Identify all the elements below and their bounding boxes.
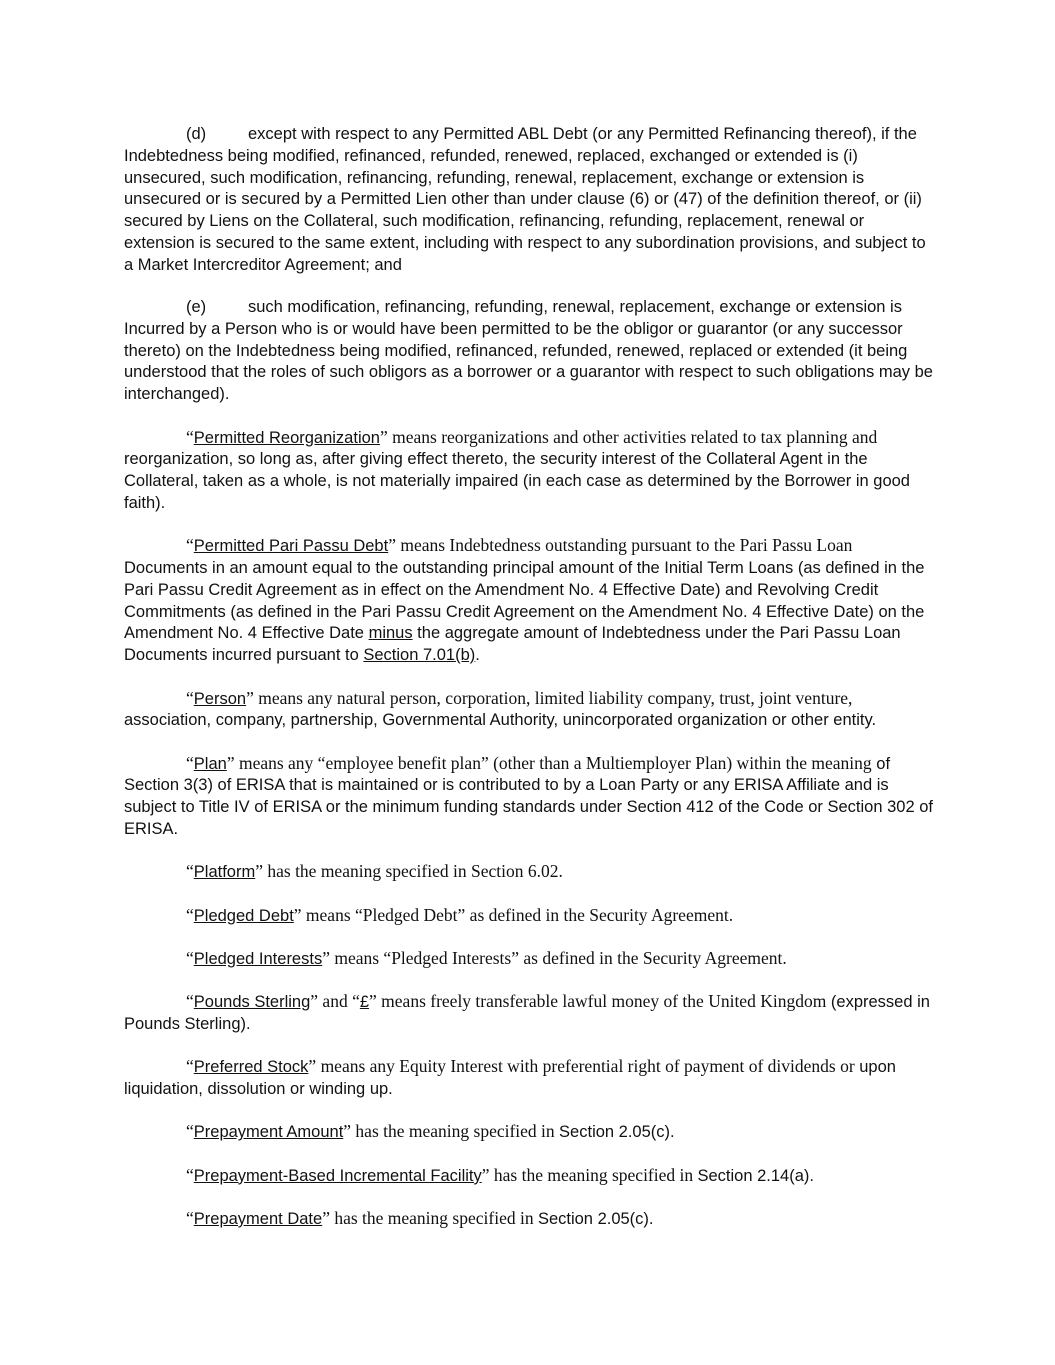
definition-body: association, company, partnership, Governmental Authority, unincorporated organization or other entity. <box>124 711 877 730</box>
document-page <box>124 124 934 1251</box>
definition-body-continued: the aggregate amount of Indebtedness under the Pari Passu Loan Documents incurred pursuant to <box>124 624 901 665</box>
definition-lead: ” means “Pledged Debt” as defined in the Security Agreement. <box>293 904 734 925</box>
definition-prepayment-date: “Prepayment Date” has the meaning specified in Section 2.05(c). <box>186 1207 654 1228</box>
clause-e-label: (e) <box>186 298 207 317</box>
defined-term: Prepayment Amount <box>193 1123 344 1142</box>
definition-lead: ” means reorganizations and other activities related to tax planning and <box>379 426 878 447</box>
clause-d-text: except with respect to any Permitted ABL Debt (or any Permitted Refinancing thereof), if the Indebtedness being modified, refinanced, refunded, renewed, replaced, exchanged or extended is (i) unsecured, such modification, refinancing, refunding, renewal, replacement, exchange or extension is unsecured or is secured by a Permitted Lien other than under clause (6) or (47) of the definition thereof, or (ii) secured by Liens on the Collateral, such modification, refinancing, refunding, replacement, renewal or extension is secured to the same extent, including with respect to any subordination provisions, and subject to a Market Intercreditor Agreement; and <box>124 125 926 274</box>
defined-term: Pounds Sterling <box>193 993 311 1012</box>
section-reference: Section 7.01(b) <box>363 646 476 665</box>
definition-lead: ” means freely transferable lawful money of the United Kingdom <box>369 991 827 1012</box>
defined-symbol: £ <box>359 993 370 1012</box>
definition-body: (expressed in Pounds Sterling). <box>124 993 930 1033</box>
definition-pledged-debt: “Pledged Debt” means “Pledged Debt” as defined in the Security Agreement. <box>186 904 734 925</box>
definition-platform: “Platform” has the meaning specified in Section 6.02. <box>186 861 563 882</box>
definition-connector: ” and “ <box>310 991 360 1012</box>
definition-permitted-pari-passu-debt: “Permitted Pari Passu Debt” means Indebtedness outstanding pursuant to the Pari Passu Loan Documents in an amount equal to the outstanding principal amount of the Initial Term Loans (as defined in the Pari Passu Credit Agreement as in effect on the Amendment No. 4 Effective Date) and Revolving Credit Commitments (as defined in the Pari Passu Credit Agreement on the Amendment No. 4 Effective Date) on the Amendment No. 4 Effective Date minus the aggregate amount of Indebtedness under the Pari Passu Loan Documents incurred pursuant to Section 7.01(b). <box>124 535 925 665</box>
definition-prepayment-amount: “Prepayment Amount” has the meaning specified in Section 2.05(c). <box>186 1121 675 1142</box>
defined-term: Pledged Debt <box>193 906 294 925</box>
definition-prepayment-based-incremental-facility: “Prepayment-Based Incremental Facility” has the meaning specified in Section 2.14(a). <box>186 1164 814 1185</box>
definition-pledged-interests: “Pledged Interests” means “Pledged Interests” as defined in the Security Agreement. <box>186 947 787 968</box>
definition-person: “Person” means any natural person, corporation, limited liability company, trust, joint venture, association, company, partnership, Governmental Authority, unincorporated organization or other entity. <box>124 687 877 730</box>
definition-body: Section 2.05(c). <box>537 1209 654 1228</box>
clause-d-label: (d) <box>186 125 207 143</box>
definition-lead: ” has the meaning specified in <box>481 1164 698 1185</box>
definition-lead: ” means any natural person, corporation, limited liability company, trust, joint venture, <box>246 687 853 708</box>
defined-term: Plan <box>193 754 227 773</box>
defined-term: Pledged Interests <box>193 949 323 968</box>
definition-lead: ” means any Equity Interest with preferential right of payment of dividends or <box>308 1056 855 1077</box>
definition-lead: ” has the meaning specified in <box>343 1121 560 1142</box>
defined-term: Prepayment-Based Incremental Facility <box>193 1166 482 1185</box>
definition-preferred-stock: “Preferred Stock” means any Equity Interest with preferential right of payment of dividends or upon liquidation, dissolution or winding up. <box>124 1056 896 1099</box>
clause-d <box>124 124 934 277</box>
definition-body: Section 2.05(c). <box>559 1123 675 1142</box>
definition-body: reorganization, so long as, after giving effect thereto, the security interest of the Collateral Agent in the Collateral, taken as a whole, is not materially impaired (in each case as determined by the Borrower in good faith). <box>124 450 910 512</box>
defined-term: Preferred Stock <box>193 1058 309 1077</box>
defined-term: Permitted Reorganization <box>193 428 380 447</box>
defined-term: Platform <box>193 863 256 882</box>
definition-body: Documents in an amount equal to the outstanding principal amount of the Initial Term Loans (as defined in the Pari Passu Credit Agreement as in effect on the Amendment No. 4 Effective Date) and Revolving Credit Commitments (as defined in the Pari Passu Credit Agreement on the Amendment No. 4 Effective Date) on the Amendment No. 4 Effective Date <box>124 559 925 643</box>
definition-pounds-sterling: “Pounds Sterling” and “£” means freely transferable lawful money of the United Kingdom (expressed in Pounds Sterling). <box>124 991 930 1033</box>
definition-body: Section 2.14(a). <box>697 1166 814 1185</box>
definition-plan: “Plan” means any “employee benefit plan” (other than a Multiemployer Plan) within the meaning of Section 3(3) of ERISA that is maintained or is contributed to by a Loan Party or any ERISA Affiliate and is subject to Title IV of ERISA or the minimum funding standards under Section 412 of the Code or Section 302 of ERISA. <box>124 752 933 839</box>
definition-end: . <box>475 646 480 665</box>
definition-body: upon liquidation, dissolution or winding up. <box>124 1058 896 1099</box>
clause-e-text: such modification, refinancing, refunding, renewal, replacement, exchange or extension is Incurred by a Person who is or would have been permitted to be the obligor or guarantor (or any successor thereto) on the Indebtedness being modified, refinanced, refunded, renewed, replaced or extended (it being understood that the roles of such obligors as a borrower or a guarantor with respect to such obligations may be interchanged). <box>124 298 933 404</box>
definition-lead: ” means any “employee benefit plan” (other than a Multiemployer Plan) within the meaning <box>226 752 872 773</box>
definition-lead: ” means Indebtedness outstanding pursuant to the Pari Passu Loan <box>388 535 853 556</box>
definition-lead: ” has the meaning specified in <box>322 1207 538 1228</box>
defined-term: Prepayment Date <box>193 1209 323 1228</box>
definition-body: of Section 3(3) of ERISA that is maintained or is contributed to by a Loan Party or any ERISA Affiliate and is subject to Title IV of ERISA or the minimum funding standards under Section 412 of the Code or Section 302 of ERISA. <box>124 754 933 839</box>
defined-term: Permitted Pari Passu Debt <box>193 537 389 556</box>
minus-term: minus <box>368 624 413 643</box>
definition-lead: ” has the meaning specified in Section 6.02. <box>255 861 563 882</box>
clause-e <box>124 297 934 406</box>
defined-term: Person <box>193 689 247 708</box>
definition-permitted-reorganization: “Permitted Reorganization” means reorganizations and other activities related to tax planning and reorganization, so long as, after giving effect thereto, the security interest of the Collateral Agent in the Collateral, taken as a whole, is not materially impaired (in each case as determined by the Borrower in good faith). <box>124 426 910 512</box>
definition-lead: ” means “Pledged Interests” as defined in the Security Agreement. <box>322 947 787 968</box>
